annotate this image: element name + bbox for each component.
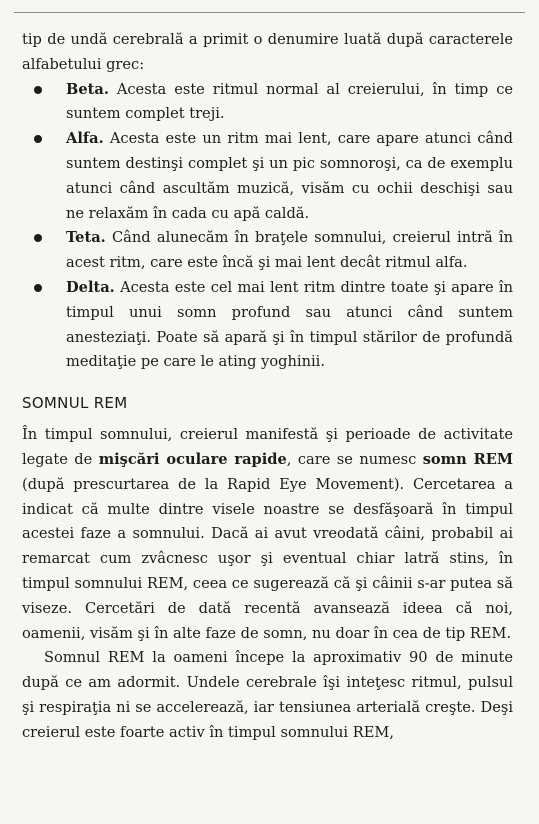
bullet-icon: [34, 234, 42, 242]
bullet-icon: [34, 135, 42, 143]
text-run: (după prescurtarea de la Rapid Eye Movement). Cercetarea a indicat că multe dintre visele noastre se desfăşoară în timpul acestei faze a somnului. Dacă ai avut vreodată câini, probabil ai remarcat cum zvâcnesc uşor şi eventual chiar latră stins, în timpul somnului REM, ceea ce sugerează că şi câinii s-ar putea să viseze. Cercetări de dată recentă avansează ideea că noi, oamenii, visăm şi în alte faze de somn, nu doar în cea de tip REM.: [22, 475, 513, 642]
rem-onset-paragraph: Somnul REM la oameni începe la aproximativ 90 de minute după ce am adormit. Undele cerebrale îşi inteţesc ritmul, pulsul şi respiraţia ni se accelerează, iar tensiunea arterială creşte. Deşi creierul este foarte activ în timpul somnului REM,: [22, 649, 513, 741]
brain-wave-list: [22, 78, 513, 376]
list-item-teta: [22, 226, 513, 276]
intro-paragraph: tip de undă cerebrală a primit o denumire luată după caracterele alfabetului grec:: [22, 31, 513, 73]
section-heading: SOMNUL REM: [22, 394, 128, 413]
rem-paragraph: [22, 423, 513, 646]
wave-term: Alfa.: [66, 130, 104, 148]
bullet-icon: [34, 284, 42, 292]
wave-term: Delta.: [66, 278, 115, 296]
bold-term: mişcări oculare rapide: [98, 450, 287, 468]
list-item-delta: [22, 276, 513, 375]
wave-description: Când alunecăm în braţele somnului, creierul intră în acest ritm, care este încă şi mai lent decât ritmul alfa.: [66, 229, 513, 272]
bullet-icon: [34, 86, 42, 94]
wave-term: Teta.: [66, 229, 106, 247]
wave-description: Acesta este cel mai lent ritm dintre toate şi apare în timpul unui somn profund sau atunci când suntem anesteziaţi. Poate să apară şi în timpul stărilor de profundă meditaţie pe care le ating yoghinii.: [66, 278, 513, 371]
list-item-beta: [22, 78, 513, 128]
text-run: În timpul somnului, creierul manifestă şi perioade de activitate legate de: [22, 426, 513, 468]
list-item-alfa: [22, 127, 513, 226]
wave-description: Acesta este ritmul normal al creierului, în timp ce suntem complet treji.: [66, 80, 513, 123]
header-rule: [14, 12, 525, 13]
page-body: [22, 28, 513, 746]
text-run: , care se numesc: [286, 450, 423, 468]
wave-term: Beta.: [66, 80, 109, 98]
wave-description: Acesta este un ritm mai lent, care apare atunci când suntem destinşi complet şi un pic somnoroşi, ca de exemplu atunci când ascultăm muzică, visăm cu ochii deschişi sau ne relaxăm în cada cu apă caldă.: [66, 130, 513, 222]
bold-term: somn REM: [422, 450, 513, 468]
